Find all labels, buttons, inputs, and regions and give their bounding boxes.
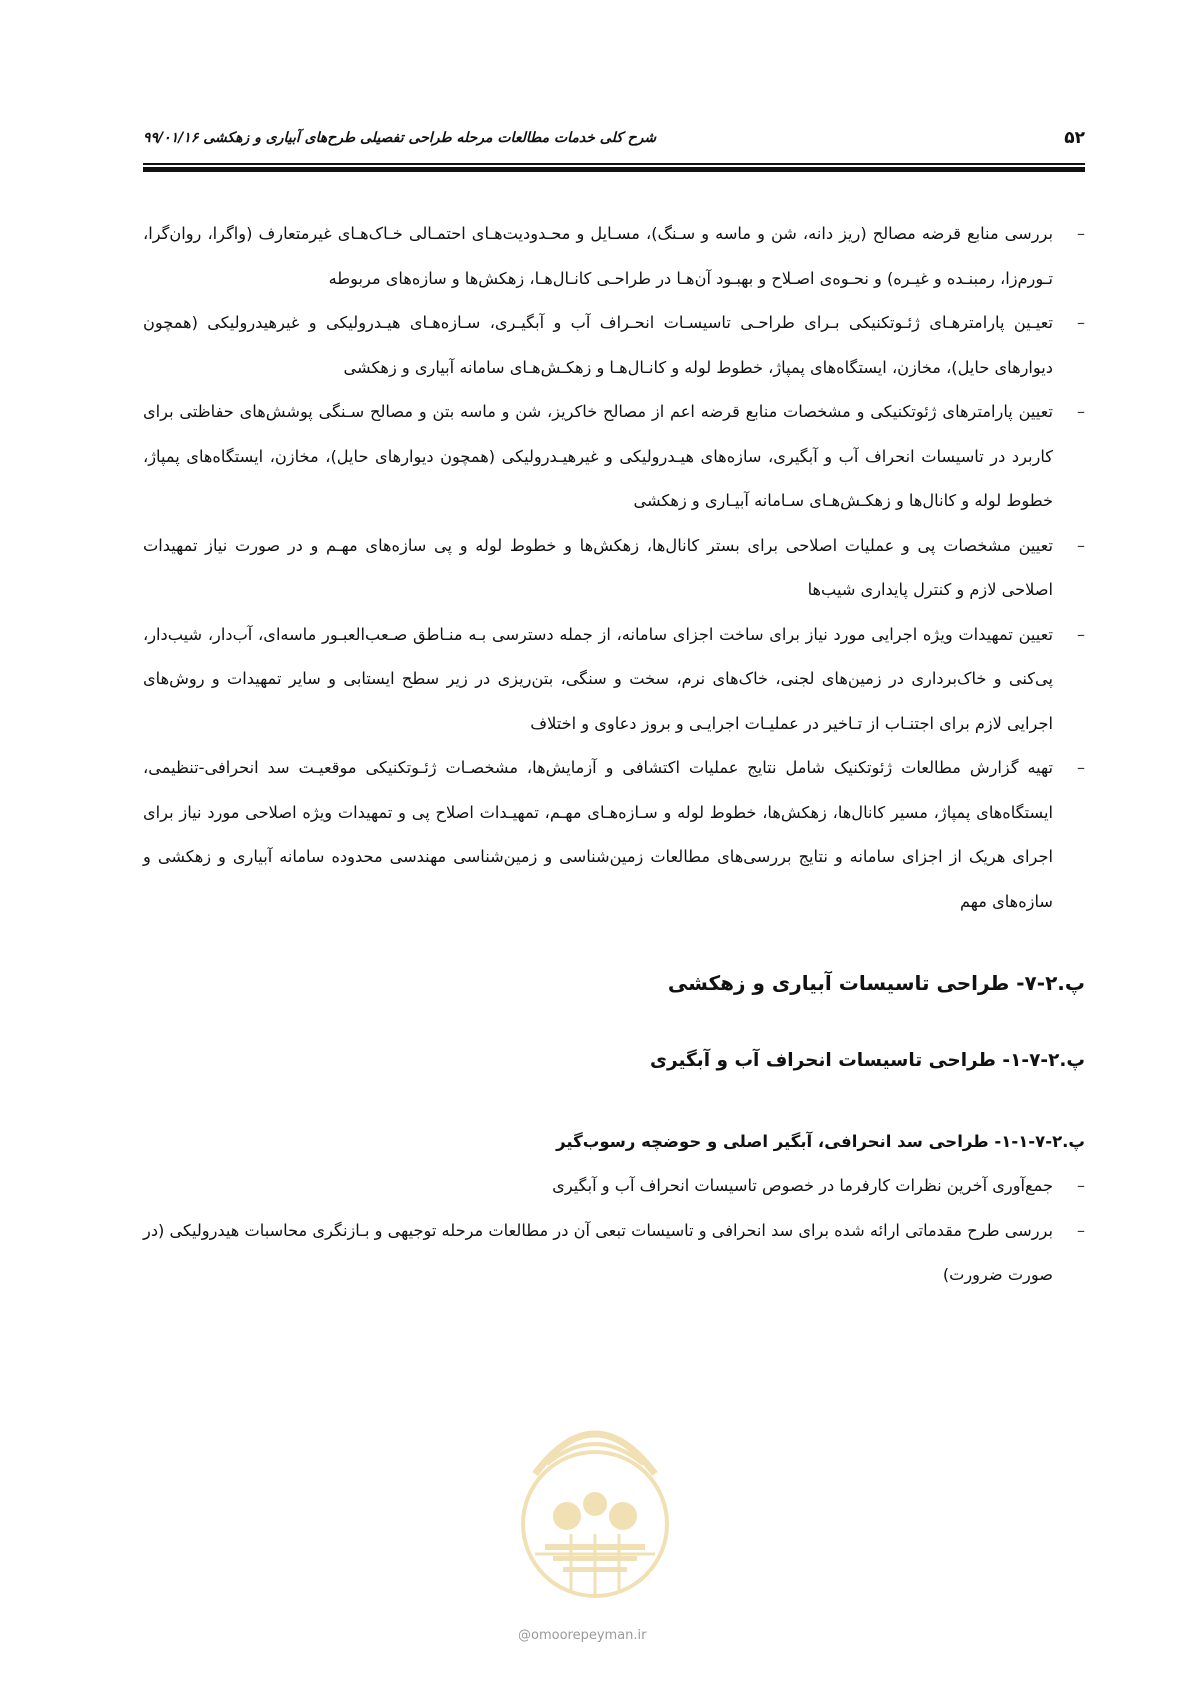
dash-icon: – — [1077, 402, 1085, 421]
subsubsection-heading: پ.۲-۷-۱-۱- طراحی سد انحرافی، آبگیر اصلی و حوضچه رسوب‌گیر — [556, 1132, 1085, 1151]
watermark-url: @omoorepeyman.ir — [518, 1628, 647, 1643]
dash-icon: – — [1077, 224, 1085, 243]
dash-icon: – — [1077, 313, 1085, 332]
page-number: ۵۲ — [1064, 128, 1085, 148]
list-item-text: تهیه گزارش مطالعات ژئوتکنیک شامل نتایج عملیات اکتشافی و آزمایش‌ها، مشخصـات ژئـوتکنیکی موقعیـت سد انحرافی-تنظیمی، ایستگاه‌های پمپاژ، مسیر کانال‌ها، زهکش‌ها، خطوط لوله و سـازه‌هـای مهـم، تمهیـدات اصلاح پی و تمهیدات ویژه اصلاحی مورد نیاز برای اجرای هریک از اجزای سامانه و نتایج بررسی‌های مطالعات زمین‌شناسی و زمین‌شناسی مهندسی محدوده سامانه آبیاری و زهکشی و سازه‌های مهم — [143, 758, 1053, 911]
dash-icon: – — [1077, 758, 1085, 777]
section-heading: پ.۲-۷- طراحی تاسیسات آبیاری و زهکشی — [667, 971, 1085, 995]
list-item-text: تعیـین پارامترهـای ژئـوتکنیکی بـرای طراحـی تاسیسـات انحـراف آب و آبگیـری، سـازه‌هـای هیـدرولیکی و غیرهیدرولیکی (همچون دیوارهای حایل)، مخازن، ایستگاه‌های پمپاژ، خطوط لوله و کانـال‌هـا و زهکـش‌هـای سامانه آبیاری و زهکشی — [143, 313, 1053, 377]
list-item-text: جمع‌آوری آخرین نظرات کارفرما در خصوص تاسیسات انحراف آب و آبگیری — [552, 1176, 1053, 1195]
subsection-heading: پ.۲-۷-۱- طراحی تاسیسات انحراف آب و آبگیری — [650, 1050, 1085, 1071]
list-item — [143, 390, 1085, 524]
header-rule-thick — [143, 167, 1085, 172]
list-item — [143, 1209, 1085, 1298]
list-item — [143, 746, 1085, 924]
body-content — [143, 212, 1085, 1298]
list-item-text: تعیین تمهیدات ویژه اجرایی مورد نیاز برای ساخت اجزای سامانه، از جمله دسترسی بـه منـاطق صـعب‌العبـور ماسه‌ای، آب‌دار، شیب‌دار، پی‌کنی و خاک‌برداری در زمین‌های لجنی، خاک‌های نرم، سخت و سنگی، بتن‌ریزی در زیر سطح ایستابی و سایر تمهیدات و روش‌های اجرایی لازم برای اجتنـاب از تـاخیر در عملیـات اجرایـی و بروز دعاوی و اختلاف — [143, 624, 1053, 733]
list-item — [143, 613, 1085, 747]
bullet-list-top — [143, 212, 1085, 924]
dash-icon: – — [1077, 624, 1085, 644]
page-header — [143, 128, 1085, 162]
dash-icon: – — [1077, 535, 1085, 555]
list-item-text: بررسی طرح مقدماتی ارائه شده برای سد انحرافی و تاسیسات تبعی آن در مطالعات مرحله توجیهی و بـازنگری محاسبات هیدرولیکی (در صورت ضرورت) — [143, 1220, 1053, 1284]
list-item — [143, 1164, 1085, 1209]
header-rule — [143, 163, 1085, 165]
header-title: شرح کلی خدمات مطالعات مرحله طراحی تفصیلی طرح‌های آبیاری و زهکشی ۹۹/۰۱/۱۶ — [143, 130, 657, 146]
bullet-list-bottom — [143, 1164, 1085, 1298]
list-item-text: بررسی منابع قرضه مصالح (ریز دانه، شن و ماسه و سـنگ)، مسـایل و محـدودیت‌هـای احتمـالی خـاک‌هـای غیرمتعارف (واگرا، روان‌گرا، تـورم‌زا، رمبنـده و غیـره) و نحـوه‌ی اصـلاح و بهبـود آن‌هـا در طراحـی کانـال‌هـا، زهکش‌ها و سازه‌های مربوطه — [143, 224, 1053, 288]
list-item — [143, 524, 1085, 613]
list-item-text: تعیین مشخصات پی و عملیات اصلاحی برای بستر کانال‌ها، زهکش‌ها و خطوط لوله و پی سازه‌های مهـم و در صورت نیاز تمهیدات اصلاحی لازم و کنترل پایداری شیب‌ها — [143, 535, 1053, 599]
watermark-logo-icon — [475, 1404, 715, 1614]
list-item-text: تعیین پارامترهای ژئوتکنیکی و مشخصات منابع قرضه اعم از مصالح خاکریز، شن و ماسه بتن و مصالح سـنگی پوشش‌های حفاظتی برای کاربرد در تاسیسات انحراف آب و آبگیری، سازه‌های هیـدرولیکی و غیرهیـدرولیکی (همچون دیوارهای حایل)، مخازن، ایستگاه‌های پمپاژ، خطوط لوله و کانال‌ها و زهکـش‌هـای سـامانه آبیـاری و زهکشی — [143, 402, 1053, 510]
list-item — [143, 301, 1085, 390]
list-item — [143, 212, 1085, 301]
dash-icon: – — [1077, 1176, 1085, 1195]
dash-icon: – — [1077, 1220, 1085, 1240]
